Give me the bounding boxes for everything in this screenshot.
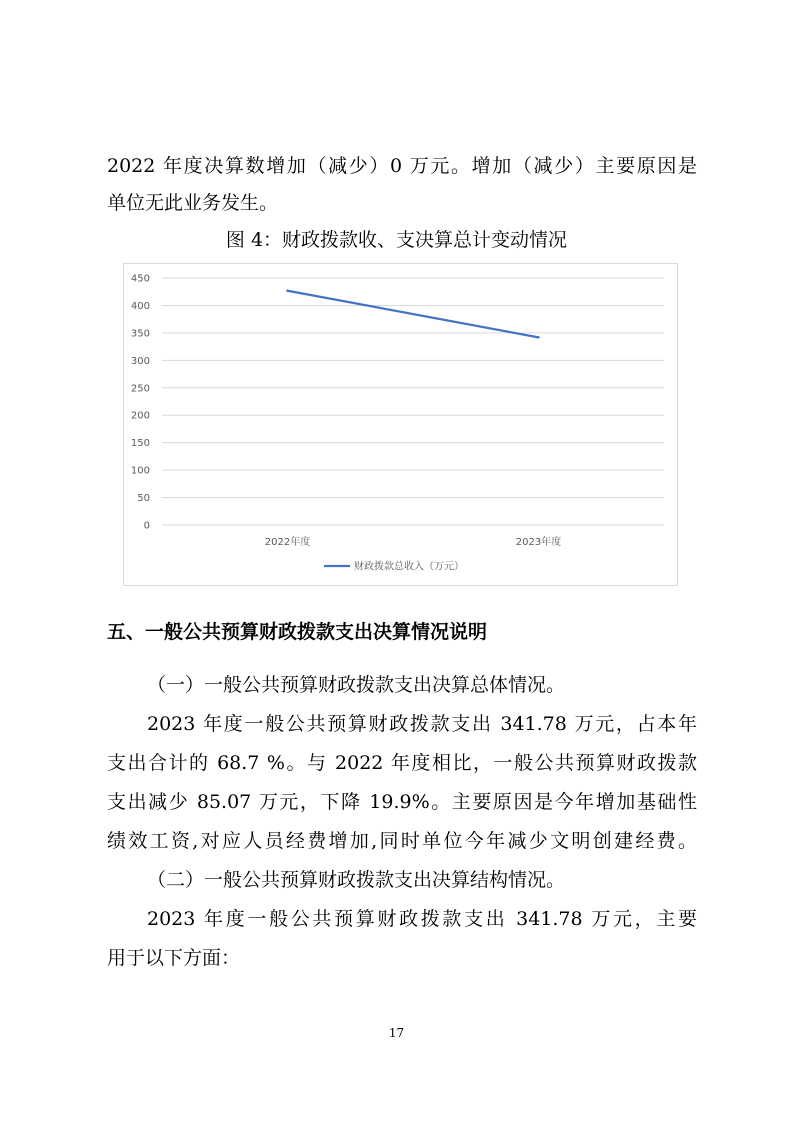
paragraph-line: 单位无此业务发生。 xyxy=(107,192,279,214)
paragraph-line: 2023 年度一般公共预算财政拨款支出 341.78 万元，占本年 xyxy=(147,713,697,735)
y-tick-label: 100 xyxy=(130,465,150,477)
y-tick-label: 250 xyxy=(130,383,150,395)
x-tick-label: 2022年度 xyxy=(264,537,311,548)
paragraph-line: 2022 年度决算数增加（减少）0 万元。增加（减少）主要原因是 xyxy=(107,155,697,177)
legend-label: 财政拨款总收入（万元） xyxy=(354,561,464,573)
section-heading: 五、一般公共预算财政拨款支出决算情况说明 xyxy=(107,621,488,643)
page-number: 17 xyxy=(388,1026,405,1040)
data-point xyxy=(537,336,539,338)
paragraph-line: 支出合计的 68.7 %。与 2022 年度相比，一般公共预算财政拨款 xyxy=(107,752,697,774)
y-tick-label: 150 xyxy=(130,438,150,450)
series-line xyxy=(288,291,539,338)
y-tick-label: 450 xyxy=(130,273,150,285)
line-chart xyxy=(123,263,678,586)
figure-caption: 图 4：财政拨款收、支决算总计变动情况 xyxy=(225,229,568,251)
paragraph-line: 2023 年度一般公共预算财政拨款支出 341.78 万元，主要 xyxy=(147,908,697,930)
paragraph-line: 绩效工资,对应人员经费增加,同时单位今年减少文明创建经费。 xyxy=(107,830,697,852)
paragraph-line: 用于以下方面： xyxy=(107,947,241,969)
y-tick-label: 300 xyxy=(130,355,150,367)
y-tick-label: 200 xyxy=(130,410,150,422)
y-tick-label: 350 xyxy=(130,328,150,340)
paragraph-line: 支出减少 85.07 万元，下降 19.9%。主要原因是今年增加基础性 xyxy=(107,791,697,813)
y-tick-label: 50 xyxy=(137,493,150,505)
subsection-title: （二）一般公共预算财政拨款支出决算结构情况。 xyxy=(147,869,566,891)
chart-svg xyxy=(124,264,679,587)
subsection-title: （一）一般公共预算财政拨款支出决算总体情况。 xyxy=(147,674,566,696)
y-tick-label: 0 xyxy=(143,520,150,532)
data-point xyxy=(286,290,288,292)
y-tick-label: 400 xyxy=(130,300,150,312)
x-tick-label: 2023年度 xyxy=(515,537,562,548)
